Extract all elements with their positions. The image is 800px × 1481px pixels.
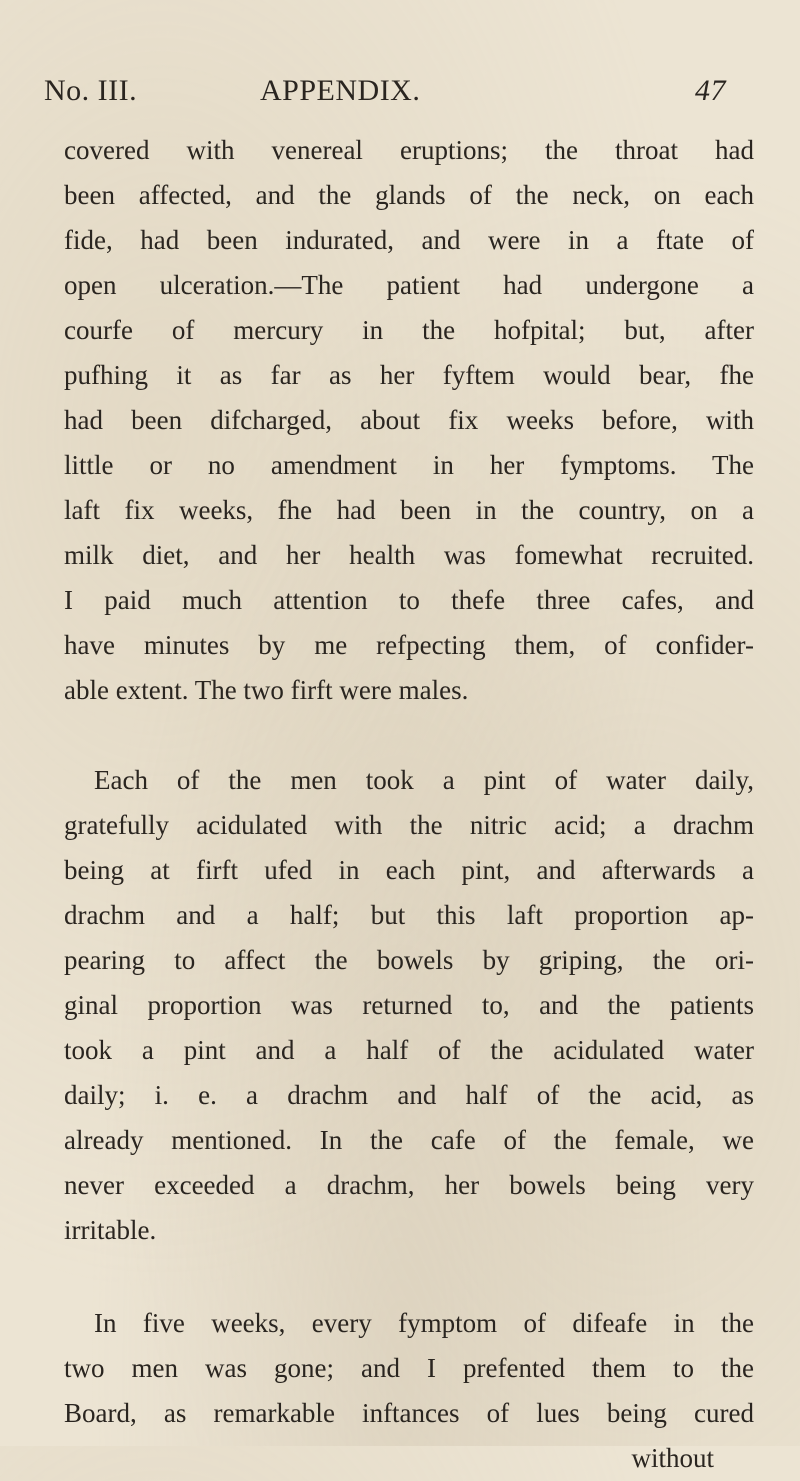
paragraph-3 (64, 1301, 754, 1436)
text-line: took a pint and a half of the acidulated water (64, 1035, 754, 1065)
text-line: have minutes by me refpecting them, of confider- (64, 630, 754, 660)
text-line: pufhing it as far as her fyftem would bear, fhe (64, 360, 754, 390)
paragraph-1 (64, 128, 754, 713)
text-line: gratefully acidulated with the nitric acid; a drachm (64, 810, 754, 840)
section-number: No. III. (44, 74, 138, 107)
paragraph-gap (64, 713, 754, 758)
text-line: irritable. (64, 1215, 157, 1245)
text-line: covered with venereal eruptions; the throat had (64, 135, 754, 165)
text-line: Each of the men took a pint of water daily, (94, 765, 754, 795)
text-line: fide, had been indurated, and were in a ftate of (64, 225, 754, 255)
running-head (44, 74, 756, 114)
paragraph-gap (64, 1253, 754, 1301)
text-line: ginal proportion was returned to, and the patients (64, 990, 754, 1020)
text-line: I paid much attention to thefe three cafes, and (64, 585, 754, 615)
body-text (64, 128, 754, 1481)
catchword: without (631, 1443, 714, 1473)
text-line: laft fix weeks, fhe had been in the country, on a (64, 495, 754, 525)
text-line: able extent. The two firft were males. (64, 675, 469, 705)
text-line: In five weeks, every fymptom of difeafe in the (94, 1308, 754, 1338)
text-line: drachm and a half; but this laft proportion ap- (64, 900, 754, 930)
paragraph-2 (64, 758, 754, 1253)
text-line: being at firft ufed in each pint, and afterwards a (64, 855, 754, 885)
text-line: had been difcharged, about fix weeks before, with (64, 405, 754, 435)
text-line: milk diet, and her health was fomewhat recruited. (64, 540, 754, 570)
text-line: daily; i. e. a drachm and half of the acid, as (64, 1080, 754, 1110)
section-title: APPENDIX. (260, 74, 421, 107)
text-line: courfe of mercury in the hofpital; but, after (64, 315, 754, 345)
text-line: two men was gone; and I prefented them to the (64, 1353, 754, 1383)
text-line: Board, as remarkable inftances of lues being cured (64, 1398, 754, 1428)
text-line: open ulceration.—The patient had undergone a (64, 270, 754, 300)
text-line: never exceeded a drachm, her bowels being very (64, 1170, 754, 1200)
text-line: been affected, and the glands of the neck, on each (64, 180, 754, 210)
text-line: already mentioned. In the cafe of the female, we (64, 1125, 754, 1155)
text-line: pearing to affect the bowels by griping, the ori- (64, 945, 754, 975)
page-number: 47 (695, 74, 726, 107)
text-line: little or no amendment in her fymptoms. The (64, 450, 754, 480)
